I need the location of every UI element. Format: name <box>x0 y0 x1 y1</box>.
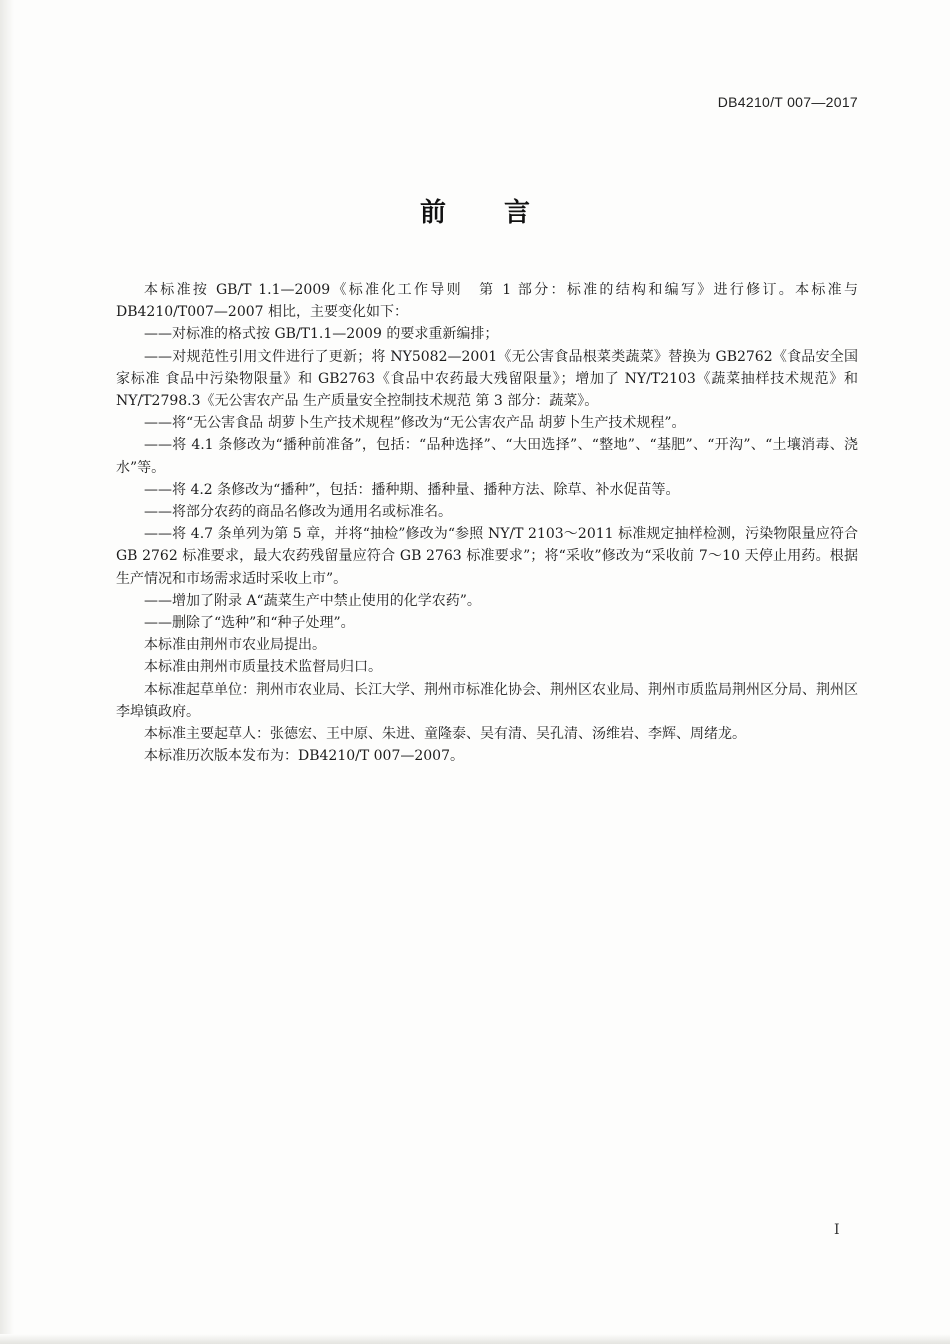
paragraph: 本标准起草单位：荆州市农业局、长江大学、荆州市标准化协会、荆州区农业局、荆州市质监局荆州区分局、荆州区李埠镇政府。 <box>116 681 858 720</box>
paragraph: ——将 4.7 条单列为第 5 章，并将“抽检”修改为“参照 NY/T 2103～2011 标准规定抽样检测，污染物限量应符合 GB 2762 标准要求，最大农药残留量应符合 GB 2763 标准要求”；将“采收”修改为“采收前 7～10 天停止用药。根据生产情况和市场需求适时采收上市”。 <box>116 526 858 587</box>
paragraph: ——将 4.1 条修改为“播种前准备”，包括：“品种选择”、“大田选择”、“整地”、“基肥”、“开沟”、“土壤消毒、浇水”等。 <box>116 437 858 476</box>
paragraph: 本标准由荆州市农业局提出。 <box>144 637 326 654</box>
page-title: 前言 <box>419 198 588 228</box>
paragraph: 本标准历次版本发布为：DB4210/T 007—2007。 <box>144 748 464 765</box>
paragraph: ——删除了“选种”和“种子处理”。 <box>144 615 355 632</box>
paragraph: ——将 4.2 条修改为“播种”，包括：播种期、播种量、播种方法、除草、补水促苗等。 <box>144 481 680 498</box>
paragraph: ——增加了附录 A“蔬菜生产中禁止使用的化学农药”。 <box>144 592 481 609</box>
page-number: I <box>834 1222 840 1238</box>
foreword-body <box>116 279 858 767</box>
paragraph: 本标准主要起草人：张德宏、王中原、朱进、童隆泰、吴有清、吴孔清、汤维岩、李辉、周绪龙。 <box>144 726 746 743</box>
paragraph: 本标准由荆州市质量技术监督局归口。 <box>144 659 382 676</box>
scan-edge-bottom <box>0 1334 950 1344</box>
paragraph: ——对标准的格式按 GB/T1.1—2009 的要求重新编排； <box>144 326 499 343</box>
paragraph: ——将“无公害食品 胡萝卜生产技术规程”修改为“无公害农产品 胡萝卜生产技术规程”。 <box>144 415 686 432</box>
paragraph: 本标准按 GB/T 1.1—2009《标准化工作导则 第 1 部分：标准的结构和编写》进行修订。本标准与 DB4210/T007—2007 相比，主要变化如下： <box>116 282 858 321</box>
paragraph: ——将部分农药的商品名修改为通用名或标准名。 <box>144 504 452 521</box>
document-code: DB4210/T 007—2017 <box>717 94 858 110</box>
paragraph: ——对规范性引用文件进行了更新；将 NY5082—2001《无公害食品根菜类蔬菜》替换为 GB2762《食品安全国家标准 食品中污染物限量》和 GB2763《食品中农药最大残留限量》；增加了 NY/T2103《蔬菜抽样技术规范》和 NY/T2798.3《无公害农产品 生产质量安全控制技术规范 第 3 部分：蔬菜》。 <box>116 348 858 410</box>
